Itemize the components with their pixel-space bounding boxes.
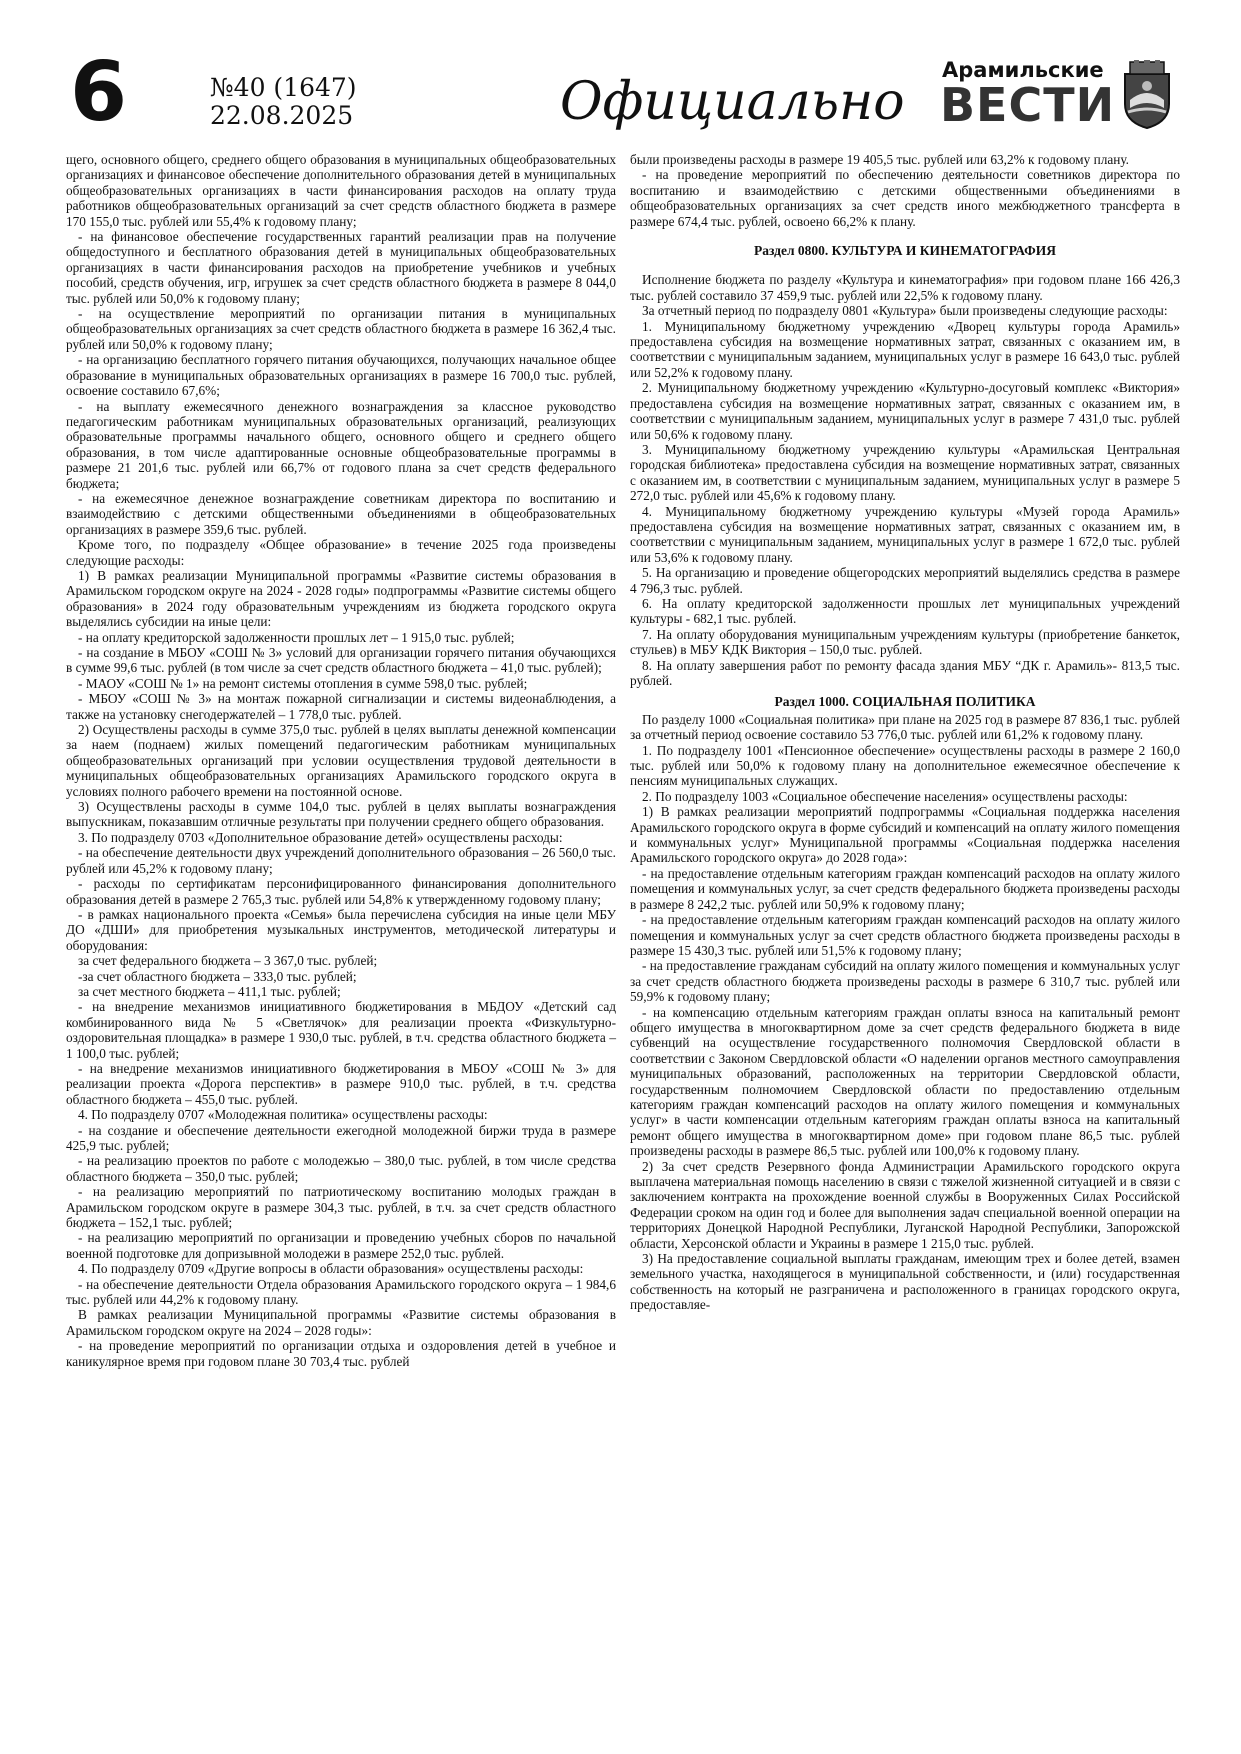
paragraph: 1) В рамках реализации мероприятий подпрограммы «Социальная поддержка населения Арамильского городского округа в форме субсидий и компенсаций на оплату жилого помещения и коммунальных услуг» Муниципальной программы «Социальная поддержка населения Арамильского городского округа» до 2028 года»: xyxy=(630,804,1180,866)
paragraph: - на оплату кредиторской задолженности прошлых лет – 1 915,0 тыс. рублей; xyxy=(78,629,515,645)
right-intro-text xyxy=(630,152,1180,229)
issue-date: 22.08.2025 xyxy=(210,101,354,130)
paragraph: 2) Осуществлены расходы в сумме 375,0 тыс. рублей в целях выплаты денежной компенсации за наем (поднаем) жилых помещений педагогическим работникам муниципальных общеобразовательных организаций при условии осуществления трудовой деятельности в муниципальных общеобразовательных организациях Арамильского городского округа в условиях полного рабочего времени на постоянной основе. xyxy=(66,722,616,799)
paragraph: 1) В рамках реализации Муниципальной программы «Развитие системы образования в Арамильском городском округе на 2024 - 2028 годы» подпрограммы «Развитие системы общего образования» в 2024 году образовательным учреждениям из бюджета городского округа выделялись субсидии на иные цели: xyxy=(66,567,616,630)
paragraph: - на проведение мероприятий по организации отдыха и оздоровления детей в учебное и каникулярное время при годовом плане 30 703,4 тыс. рублей xyxy=(66,1338,616,1369)
paragraph: 3) Осуществлены расходы в сумме 104,0 тыс. рублей в целях выплаты вознаграждения выпускникам, показавшим отличные результаты при получении среднего общего образования. xyxy=(66,799,616,830)
paragraph: 2. По подразделу 1003 «Социальное обеспечение населения» осуществлены расходы: xyxy=(642,788,1128,804)
paragraph: 1. Муниципальному бюджетному учреждению «Дворец культуры города Арамиль» предоставлена субсидия на возмещение нормативных затрат, связанных с оказанием им, в соответствии с муниципальным заданием, муниципальных услуг в размере 16 643,0 тыс. рублей или 52,2% к годовому плану. xyxy=(630,318,1180,380)
social-section-text xyxy=(630,712,1180,1313)
paragraph: - в рамках национального проекта «Семья» была перечислена субсидия на иные цели МБУ ДО «ДШИ» для приобретения музыкальных инструментов, методической литературы и оборудования: xyxy=(66,906,616,953)
culture-section-text xyxy=(630,272,1180,688)
section-title: Официально xyxy=(560,72,905,132)
paragraph: - на финансовое обеспечение государственных гарантий реализации прав на получение общедоступного и бесплатного образования детей в муниципальных общеобразовательных организациях в части финансирования расходов на приобретение учебников и учебных пособий, средств обучения, игр, игрушек за счет средств областного бюджета в размере 8 044,0 тыс. рублей или 50,0% к годовому плану; xyxy=(66,229,616,306)
paragraph: - расходы по сертификатам персонифицированного финансирования дополнительного образования детей в размере 2 765,3 тыс. рублей или 54,8% к утвержденному годовому плану; xyxy=(66,876,616,907)
page-number: 6 xyxy=(70,45,128,140)
paragraph: 3. Муниципальному бюджетному учреждению культуры «Арамильская Центральная городская библиотека» предоставлена субсидия на возмещение нормативных затрат, связанных с оказанием им, в соответствии с муниципальным заданием, муниципальных услуг в размере 5 272,0 тыс. рублей или 45,6% к годовому плану. xyxy=(630,441,1180,504)
paragraph: - МАОУ «СОШ № 1» на ремонт системы отопления в сумме 598,0 тыс. рублей; xyxy=(78,675,528,691)
paragraph: - МБОУ «СОШ № 3» на монтаж пожарной сигнализации и системы видеонаблюдения, а также на установку снегодержателей – 1 778,0 тыс. рублей. xyxy=(66,691,616,722)
paragraph: В рамках реализации Муниципальной программы «Развитие системы образования в Арамильском городском округе на 2024 – 2028 годы»: xyxy=(66,1307,616,1338)
paragraph: Исполнение бюджета по разделу «Культура и кинематография» при годовом плане 166 426,3 тыс. рублей составило 37 459,9 тыс. рублей или 22,5% к годовому плану. xyxy=(630,272,1180,303)
paragraph: - на ежемесячное денежное вознаграждение советникам директора по воспитанию и взаимодействию с детскими общественными объединениями в общеобразовательных организациях в размере 359,6 тыс. рублей. xyxy=(66,490,616,537)
paragraph: 4. По подразделу 0709 «Другие вопросы в области образования» осуществлены расходы: xyxy=(78,1261,584,1277)
paragraph: щего, основного общего, среднего общего образования в муниципальных общеобразовательных организациях и финансовое обеспечение дополнительного образования детей в муниципальных общеобразовательных организациях в части финансирования расходов на оплату труда работников общеобразовательных организаций за счет средств областного бюджета в размере 170 155,0 тыс. рублей или 55,4% к годовому плану; xyxy=(66,152,616,229)
paragraph: - на выплату ежемесячного денежного вознаграждения за классное руководство педагогическим работникам муниципальных образовательных организаций, реализующих образовательные программы начального общего, основного общего и среднего общего образования, в том числе адаптированные основные общеобразовательные программы в размере 21 201,6 тыс. рублей или 66,7% от годового плана за счет средств федерального бюджета; xyxy=(66,398,616,491)
paragraph: за счет местного бюджета – 411,1 тыс. рублей; xyxy=(78,983,341,999)
paragraph: По разделу 1000 «Социальная политика» при плане на 2025 год в размере 87 836,1 тыс. рублей за отчетный период освоение составило 53 776,0 тыс. рублей или 61,2% к годовому плану. xyxy=(630,711,1180,743)
paragraph: -за счет областного бюджета – 333,0 тыс. рублей; xyxy=(78,968,357,984)
paragraph: - на проведение мероприятий по обеспечению деятельности советников директора по воспитанию и взаимодействию с детскими общественными объединениями в общеобразовательных организациях за счет средств иного межбюджетного трансферта в размере 674,4 тыс. рублей, освоено 66,2% к плану. xyxy=(630,167,1180,229)
brand-top-word: Арамильские xyxy=(942,58,1104,82)
right-column xyxy=(630,152,1180,1313)
paragraph: 2) За счет средств Резервного фонда Администрации Арамильского городского округа выплачена материальная помощь населению в связи с тяжелой жизненной ситуацией и в связи с заключением контракта на прохождение военной службы в Вооруженных Силах Российской Федерации сроком на один год и более для выполнения задач специальной военной операции на территориях Донецкой Народной Республики, Луганской Народной Республики, Запорожской области, Херсонской области и Украины в размере 1 215,0 тыс. рублей. xyxy=(630,1158,1180,1251)
paragraph: - на предоставление отдельным категориям граждан компенсаций расходов на оплату жилого помещения и коммунальных услуг за счет средств областного бюджета произведены расходы в размере 15 430,3 тыс. рублей или 51,5% к годовому плану; xyxy=(630,912,1180,958)
paragraph: 1. По подразделу 1001 «Пенсионное обеспечение» осуществлены расходы в размере 2 160,0 тыс. рублей или 50,0% к годовому плану на дополнительное ежемесячное обеспечение к пенсиям муниципальных служащих. xyxy=(630,742,1180,789)
paragraph: 3. По подразделу 0703 «Дополнительное образование детей» осуществлены расходы: xyxy=(78,829,563,845)
paragraph: - на реализацию мероприятий по организации и проведению учебных сборов по начальной военной подготовке для допризывной молодежи в размере 252,0 тыс. рублей. xyxy=(66,1230,616,1261)
paragraph: - на обеспечение деятельности двух учреждений дополнительного образования – 26 560,0 тыс. рублей или 45,2% к годовому плану; xyxy=(66,845,616,876)
culture-section-heading: Раздел 0800. КУЛЬТУРА И КИНЕМАТОГРАФИЯ xyxy=(753,243,1057,259)
paragraph: За отчетный период по подразделу 0801 «Культура» были произведены следующие расходы: xyxy=(642,303,1168,319)
paragraph: - на осуществление мероприятий по организации питания в муниципальных общеобразовательных организациях за счет средств областного бюджета в размере 16 362,4 тыс. рублей или 50,0% к годовому плану; xyxy=(66,306,616,352)
paragraph: 8. На оплату завершения работ по ремонту фасада здания МБУ “ДК г. Арамиль»- 813,5 тыс. рублей. xyxy=(630,657,1180,688)
paragraph: 2. Муниципальному бюджетному учреждению «Культурно-досуговый комплекс «Виктория» предоставлена субсидия на возмещение нормативных затрат, связанных с оказанием им, в соответствии с муниципальным заданием, муниципальных услуг в размере 7 431,0 тыс. рублей или 50,6% к годовому плану. xyxy=(630,380,1180,442)
paragraph: - на компенсацию отдельным категориям граждан оплаты взноса на капитальный ремонт общего имущества в многоквартирном доме за счет средств федерального бюджета в виде субвенций на осуществление государственного полномочия Свердловской области в соответствии с Законом Свердловской области «О наделении органов местного самоуправления муниципальных образований, расположенных на территории Свердловской области, государственным полномочием Свердловской области по предоставлению отдельным категориям граждан компенсаций расходов на оплату жилого помещения и коммунальных услуг» в части компенсации отдельным категориям граждан оплаты взноса на капитальный ремонт общего имущества в многоквартирном доме» при годовом плане 86,5 тыс. рублей произведены расходы в размере 86,5 тыс. рублей или 100,0% к годовому плану. xyxy=(630,1004,1180,1159)
paragraph: 6. На оплату кредиторской задолженности прошлых лет муниципальных учреждений культуры - 682,1 тыс. рублей. xyxy=(630,595,1180,627)
paragraph: - на реализацию проектов по работе с молодежью – 380,0 тыс. рублей, в том числе средства областного бюджета – 350,0 тыс. рублей; xyxy=(66,1153,616,1184)
brand-main-word: ВЕСТИ xyxy=(940,78,1116,132)
paragraph: - на организацию бесплатного горячего питания обучающихся, получающих начальное общее образование в муниципальных образовательных организациях в размере 16 700,0 тыс. рублей, освоение составило 67,6%; xyxy=(66,352,616,399)
paragraph: - на предоставление гражданам субсидий на оплату жилого помещения и коммунальных услуг за счет средств областного бюджета произведены расходы в размере 6 310,7 тыс. рублей или 59,9% к годовому плану; xyxy=(630,958,1180,1005)
paragraph: 3) На предоставление социальной выплаты гражданам, имеющим трех и более детей, взамен земельного участка, находящегося в муниципальной собственности, и (или) государственная собственность на который не разграничена и расположенного в границах городского округа, предоставляе- xyxy=(630,1251,1180,1313)
paragraph: - на внедрение механизмов инициативного бюджетирования в МБОУ «СОШ № 3» для реализации проекта «Дорога перспектив» в размере 910,0 тыс. рублей, в т.ч. средства областного бюджета – 455,0 тыс. рублей. xyxy=(66,1060,616,1107)
paragraph: 7. На оплату оборудования муниципальным учреждениям культуры (приобретение банкеток, стульев) в МБУ КДК Виктория – 150,0 тыс. рублей. xyxy=(630,626,1180,658)
paragraph: за счет федерального бюджета – 3 367,0 тыс. рублей; xyxy=(78,953,378,969)
paragraph: Кроме того, по подразделу «Общее образование» в течение 2025 года произведены следующие расходы: xyxy=(66,537,616,568)
issue-number: №40 (1647) xyxy=(210,73,357,102)
paragraph: - на обеспечение деятельности Отдела образования Арамильского городского округа – 1 984,6 тыс. рублей или 44,2% к годовому плану. xyxy=(66,1276,616,1308)
paragraph: - на предоставление отдельным категориям граждан компенсаций расходов на оплату жилого помещения и коммунальных услуг, за счет средств федерального бюджета произведены расходы в размере 8 242,2 тыс. рублей или 50,9% к годовому плану; xyxy=(630,865,1180,912)
paragraph: 4. По подразделу 0707 «Молодежная политика» осуществлены расходы: xyxy=(78,1107,488,1123)
issue-info xyxy=(210,74,357,130)
social-section-heading: Раздел 1000. СОЦИАЛЬНАЯ ПОЛИТИКА xyxy=(774,694,1036,710)
left-column xyxy=(66,152,616,1369)
paragraph: - на реализацию мероприятий по патриотическому воспитанию молодых граждан в Арамильском городском округе в размере 304,3 тыс. рублей, в т.ч. за счет средств областного бюджета – 152,1 тыс. рублей; xyxy=(66,1184,616,1231)
paragraph: - на внедрение механизмов инициативного бюджетирования в МБДОУ «Детский сад комбинированного вида № 5 «Светлячок» для реализации проекта «Физкультурно-оздоровительная площадка» в размере 1 930,0 тыс. рублей, в т.ч. средства областного бюджета – 1 100,0 тыс. рублей; xyxy=(66,999,616,1061)
page-header xyxy=(0,0,1241,150)
paragraph: были произведены расходы в размере 19 405,5 тыс. рублей или 63,2% к годовому плану. xyxy=(630,152,1129,167)
city-coat-of-arms-icon xyxy=(1122,60,1172,130)
paragraph: - на создание в МБОУ «СОШ № 3» условий для организации горячего питания обучающихся в сумме 99,6 тыс. рублей (в том числе за счет средств областного бюджета – 41,0 тыс. рублей); xyxy=(66,645,616,676)
paragraph: - на создание и обеспечение деятельности ежегодной молодежной биржи труда в размере 425,9 тыс. рублей; xyxy=(66,1122,616,1153)
paragraph: 5. На организацию и проведение общегородских мероприятий выделялись средства в размере 4 796,3 тыс. рублей. xyxy=(630,565,1180,596)
paragraph: 4. Муниципальному бюджетному учреждению культуры «Музей города Арамиль» предоставлена субсидия на возмещение нормативных затрат, связанных с оказанием им, в соответствии с муниципальным заданием, муниципальных услуг в размере 1 672,0 тыс. рублей или 53,6% к годовому плану. xyxy=(630,503,1180,565)
